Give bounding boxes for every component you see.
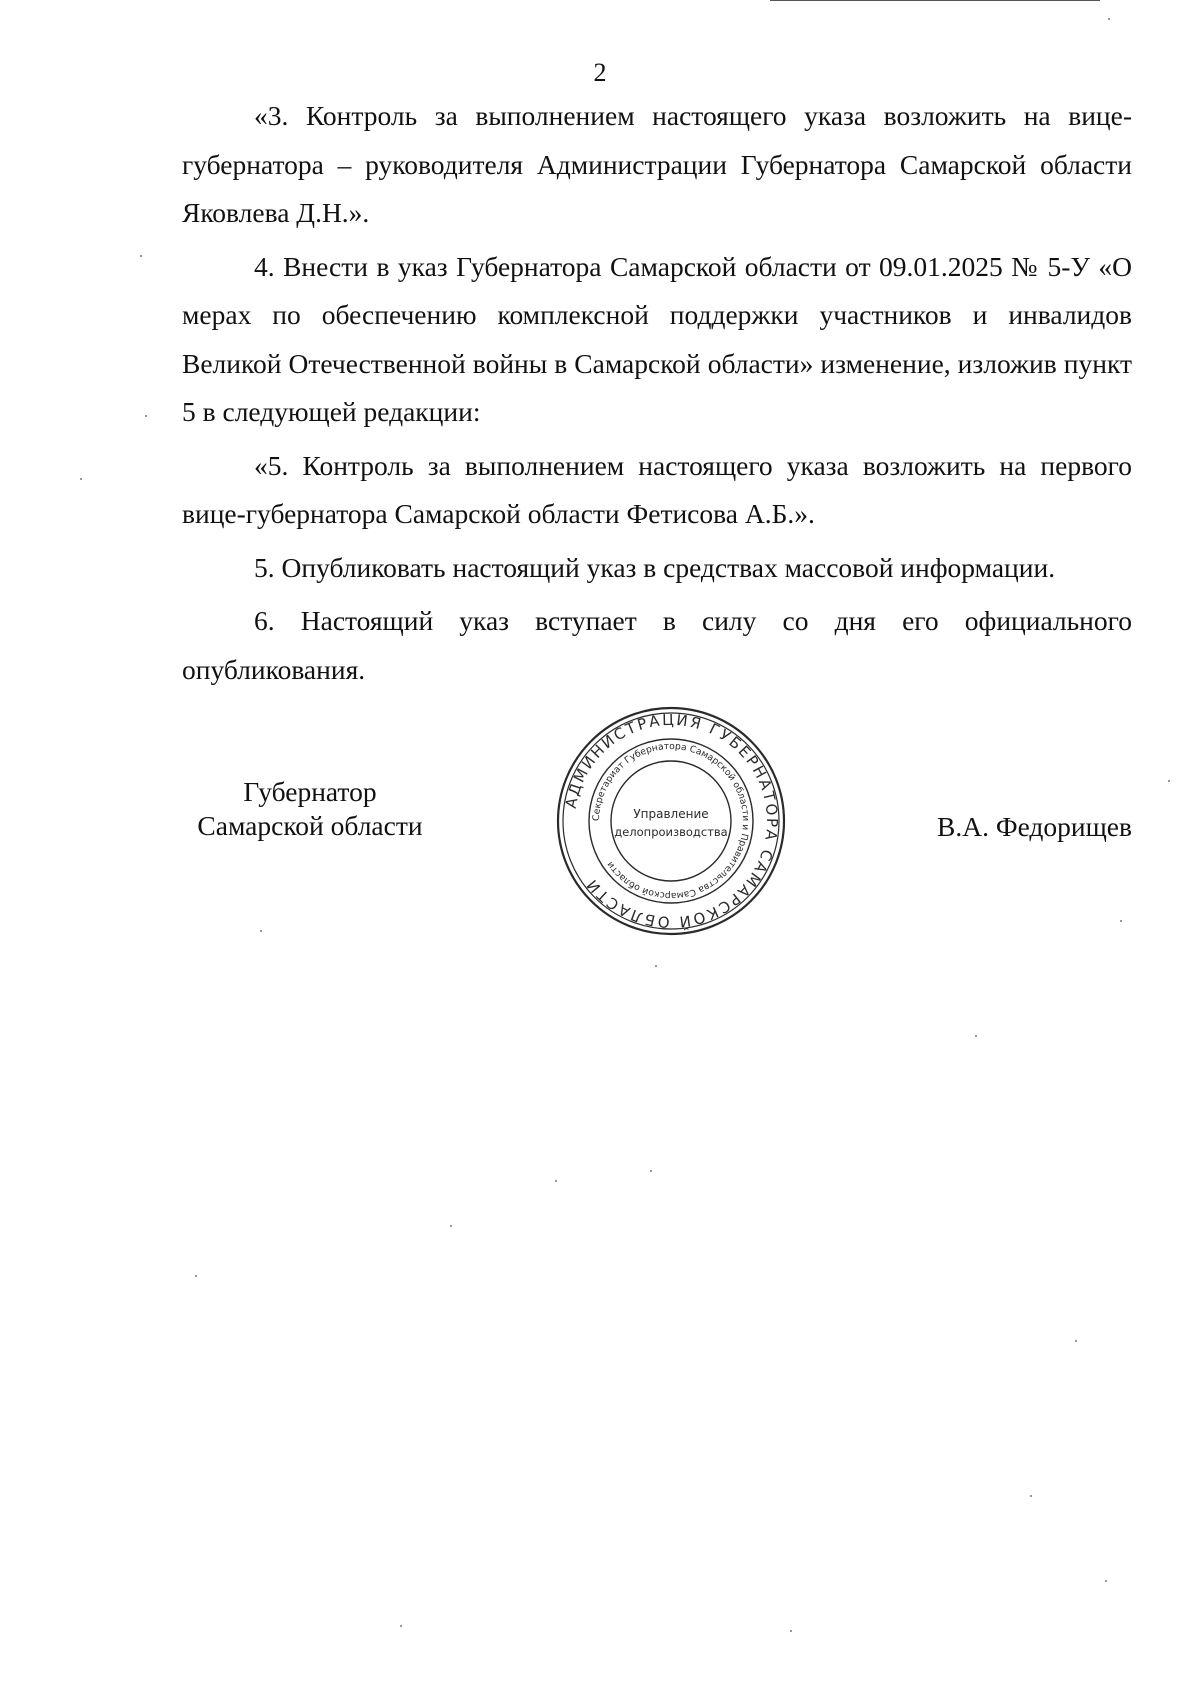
- stamp-middle-text-path: Секретариат Губернатора Самарской области и Правительства Самарской области: [590, 740, 752, 902]
- paragraph-clause-4: 4. Внести в указ Губернатора Самарской области от 09.01.2025 № 5-У «О мерах по обеспечению комплексной поддержки участников и инвалидов Великой Отечественной войны в Самарской области» изменение, изложив пункт 5 в следующей редакции:: [182, 250, 1132, 427]
- scan-speck: [1105, 1580, 1107, 1582]
- scan-speck: [1168, 780, 1170, 782]
- scan-speck: [260, 930, 262, 932]
- scan-speck: [1075, 1340, 1077, 1342]
- signatory-title: [185, 775, 435, 843]
- official-seal-stamp: [555, 705, 787, 937]
- scan-speck: [140, 255, 142, 257]
- scan-speck: [655, 965, 657, 967]
- stamp-center-line-1: Управление: [633, 807, 709, 821]
- scan-speck: [790, 1630, 792, 1632]
- paragraph-clause-6: 6. Настоящий указ вступает в силу со дня его официального опубликования.: [182, 605, 1132, 685]
- paragraph-clause-3-quote: «3. Контроль за выполнением настоящего указа возложить на вице-губернатора – руководителя Администрации Губернатора Самарской области Яковлева Д.Н.».: [182, 100, 1132, 228]
- scan-speck: [195, 1275, 197, 1277]
- page-number: 2: [593, 58, 607, 87]
- scan-speck: [1108, 18, 1110, 20]
- document-body: [182, 92, 1132, 694]
- scan-speck: [1120, 920, 1122, 922]
- scan-speck: [80, 478, 82, 480]
- scan-speck: [145, 415, 147, 417]
- scan-speck: [555, 1180, 557, 1182]
- paragraph-clause-5-quote: «5. Контроль за выполнением настоящего указа возложить на первого вице-губернатора Самарской области Фетисова А.Б.».: [182, 449, 1132, 529]
- scan-edge-line: [770, 0, 1100, 1]
- signatory-title-line-2: Самарской области: [197, 810, 423, 841]
- stamp-center-line-2: делопроизводства: [614, 825, 728, 839]
- scan-speck: [650, 1170, 652, 1172]
- scan-speck: [975, 1035, 977, 1037]
- signatory-title-line-1: Губернатор: [243, 776, 377, 807]
- signatory-name: В.А. Федорищев: [937, 811, 1132, 842]
- scan-speck: [400, 1625, 402, 1627]
- stamp-outer-text-path: АДМИНИСТРАЦИЯ ГУБЕРНАТОРА САМАРСКОЙ ОБЛАСТИ: [561, 710, 782, 932]
- paragraph-clause-5: 5. Опубликовать настоящий указ в средствах массовой информации.: [254, 551, 1056, 583]
- scan-speck: [450, 1225, 452, 1227]
- scan-speck: [1030, 1495, 1032, 1497]
